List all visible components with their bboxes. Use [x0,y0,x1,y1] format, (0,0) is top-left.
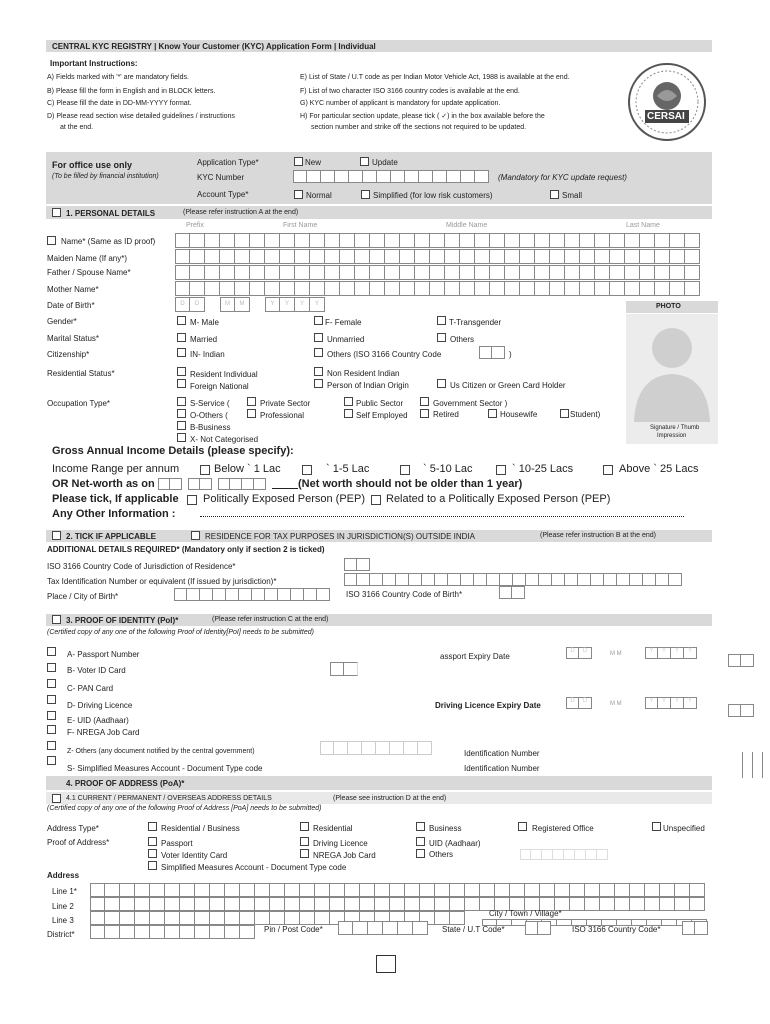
uid-label: E- UID (Aadhaar) [67,716,129,725]
sma-poi-label: S- Simplified Measures Account - Document Type code [67,764,263,773]
occupation-others-label: O-Others ( [190,411,228,420]
office-use-title: For office use only [52,160,133,170]
government-sector-label: Government Sector ) [433,399,508,408]
marital-others-checkbox[interactable] [437,333,446,342]
section3-title: 3. PROOF OF IDENTITY (PoI)* [66,616,179,625]
update-label: Update [372,158,398,167]
small-label: Small [562,191,583,200]
maiden-name-cells[interactable] [175,249,700,264]
residence-outside-india-checkbox[interactable] [191,531,200,540]
poa-voter-checkbox[interactable] [148,849,157,858]
other-info-line[interactable] [200,516,684,517]
residential-business-label: Residential / Business [161,824,240,833]
line3-label: Line 3 [52,916,74,925]
poa-uid-checkbox[interactable] [416,837,425,846]
tick-if-applicable-label: Please tick, If applicable [52,493,179,505]
section3-subtitle: (Certified copy of any one of the following Proof of Identity[PoI] needs to be submitted) [47,629,314,636]
unspecified-label: Unspecified [663,824,705,833]
income-range-label: Income Range per annum [52,463,180,475]
iso-country-cells[interactable] [682,921,708,935]
father-name-cells[interactable] [175,265,700,280]
unspecified-checkbox[interactable] [652,822,661,831]
identification-number-label: Identification Number [464,749,540,758]
occupation-type-label: Occupation Type* [47,399,111,408]
poa-voter-label: Voter Identity Card [161,851,228,860]
office-use-subtitle: (To be filled by financial institution) [52,173,159,180]
1-5-lac-label: ` 1-5 Lac [326,463,370,475]
normal-label: Normal [306,191,332,200]
passport-exp-y1: Y [645,647,658,659]
cersai-logo [627,62,707,142]
residential-business-checkbox[interactable] [148,822,157,831]
person-silhouette-icon [626,314,718,422]
dl-extra-cells[interactable] [728,704,754,717]
pan-checkbox[interactable] [47,679,56,688]
poa-passport-label: Passport [161,839,193,848]
male-checkbox[interactable] [177,316,186,325]
pin-cells[interactable] [338,921,428,935]
iso-country-label: ISO 3166 Country Code* [572,925,661,934]
dob-month-2: M [235,297,250,312]
instructions-title: Important Instructions: [50,59,138,68]
self-employed-checkbox[interactable] [344,409,353,418]
passport-expiry-label: assport Expiry Date [440,652,510,661]
dl-expiry-year-cells[interactable] [645,697,697,709]
passport-exp-d2: D [579,647,592,659]
unmarried-checkbox[interactable] [314,333,323,342]
networth-amount-line[interactable] [272,488,298,489]
foreign-national-label: Foreign National [190,382,249,391]
us-citizen-checkbox[interactable] [437,379,446,388]
instruction-e: E) List of State / U.T code as per Indian Motor Vehicle Act, 1988 is available at the end. [300,74,570,81]
passport-number-label: A- Passport Number [67,650,140,659]
networth-label: OR Net-worth as on [52,478,155,490]
professional-label: Professional [260,411,305,420]
first-name-header: First Name [283,222,318,229]
dl-expiry-cells[interactable] [566,697,592,709]
passport-exp-y2: Y [658,647,671,659]
networth-date-cells[interactable] [158,478,266,490]
married-checkbox[interactable] [177,333,186,342]
pep-checkbox[interactable] [187,495,197,505]
district-label: District* [47,930,75,939]
district-cells[interactable] [90,925,255,939]
transgender-checkbox[interactable] [437,316,446,325]
section1-checkbox[interactable] [52,208,61,217]
section4-title: 4. PROOF OF ADDRESS (PoA)* [66,779,185,788]
edge-mark-3 [762,752,763,778]
citizenship-others-label: Others (ISO 3166 Country Code [327,350,442,359]
5-10-lac-label: ` 5-10 Lac [423,463,473,475]
line1-cells[interactable] [90,883,705,897]
name-label: Name* (Same as ID proof) [61,237,156,246]
pio-label: Person of Indian Origin [327,381,409,390]
not-categorised-label: X- Not Categorised [190,435,259,444]
male-label: M- Male [190,318,219,327]
passport-expiry-cells[interactable] [566,647,592,659]
section1-note: (Please refer instruction A at the end) [183,209,299,216]
maiden-name-label: Maiden Name (If any*) [47,254,128,263]
address-type-label: Address Type* [47,824,99,833]
5-10-lac-checkbox[interactable] [400,465,410,475]
kyc-number-cells[interactable] [293,170,489,183]
signature-label: Signature / Thumb [650,425,700,431]
pio-checkbox[interactable] [314,379,323,388]
passport-checkbox[interactable] [47,647,56,656]
instruction-h: H) For particular section update, please tick ( ✓) in the box available before the [300,113,545,120]
instruction-g: G) KYC number of applicant is mandatory for update application. [300,100,501,107]
private-sector-checkbox[interactable] [247,397,256,406]
iso-birth-label: ISO 3166 Country Code of Birth* [346,590,463,599]
impression-label: Impression [657,433,687,439]
name-checkbox[interactable] [47,236,56,245]
dl-exp-y2: Y [658,697,671,709]
voter-id-cells[interactable] [330,662,358,676]
voter-id-label: B- Voter ID Card [67,666,126,675]
line2-label: Line 2 [52,902,74,911]
residential-label: Residential [313,824,353,833]
kyc-note: (Mandatory for KYC update request) [498,173,627,182]
father-name-label: Father / Spouse Name* [47,268,131,277]
page-footer-box[interactable] [376,955,396,973]
mother-name-label: Mother Name* [47,285,99,294]
update-checkbox[interactable] [360,157,369,166]
driving-licence-label: D- Driving Licence [67,701,133,710]
below-1-lac-checkbox[interactable] [200,465,210,475]
edge-mark-1 [742,752,743,778]
dl-exp-d1: D [566,697,579,709]
dob-day-2: D [190,297,205,312]
section3-checkbox[interactable] [52,615,61,624]
married-label: Married [190,335,218,344]
dl-exp-y3: Y [671,697,684,709]
line2-cells[interactable] [90,897,705,911]
transgender-label: T-Transgender [449,318,502,327]
iso-birth-cells[interactable] [499,586,525,599]
section2-note: (Please refer instruction B at the end) [540,532,656,539]
section41-note: (Please see instruction D at the end) [333,795,447,802]
residence-outside-india-label: RESIDENCE FOR TAX PURPOSES IN JURISDICTION(S) OUTSIDE INDIA [205,532,475,541]
small-checkbox[interactable] [550,190,559,199]
instruction-b: B) Please fill the form in English and in BLOCK letters. [47,88,216,95]
business-label: B-Business [190,423,231,432]
driving-licence-checkbox[interactable] [47,695,56,704]
iso-jurisdiction-cells[interactable] [344,558,370,571]
dob-day-1: D [175,297,190,312]
residential-checkbox[interactable] [300,822,309,831]
female-checkbox[interactable] [314,316,323,325]
proof-of-address-label: Proof of Address* [47,838,110,847]
housewife-label: Housewife [500,410,538,419]
poa-others-label: Others [429,850,454,859]
poa-nrega-checkbox[interactable] [300,849,309,858]
section41-title: 4.1 CURRENT / PERMANENT / OVERSEAS ADDRESS DETAILS [66,795,272,802]
section4-subtitle: (Certified copy of any one of the following Proof of Address [PoA] needs to be submitted) [47,805,322,812]
section2-checkbox[interactable] [52,531,61,540]
line1-label: Line 1* [52,887,77,896]
uid-checkbox[interactable] [47,711,56,720]
service-label: S-Service ( [190,399,230,408]
poa-dl-checkbox[interactable] [300,837,309,846]
name-cells[interactable] [175,233,700,248]
poa-sma-checkbox[interactable] [148,861,157,870]
passport-exp-month: M M [610,651,622,657]
photo-label: PHOTO [656,303,681,310]
related-pep-label: Related to a Politically Exposed Person (PEP) [386,493,611,505]
10-25-lacs-label: ` 10-25 Lacs [512,463,574,475]
tin-label: Tax Identification Number or equivalent (If issued by jurisdiction)* [47,577,277,586]
passport-expiry-year-cells[interactable] [645,647,697,659]
private-sector-label: Private Sector [260,399,311,408]
account-type-label: Account Type* [197,190,249,199]
dob-cells[interactable] [175,297,325,312]
poa-dl-label: Driving Licence [313,839,368,848]
application-type-label: Application Type* [197,158,259,167]
sma-poi-checkbox[interactable] [47,756,56,765]
others-poi-checkbox[interactable] [47,741,56,750]
below-1-lac-label: Below ` 1 Lac [214,463,281,475]
poa-sma-label: Simplified Measures Account - Document Type code [161,863,347,872]
identification-number-2-label: Identification Number [464,764,540,773]
instruction-c: C) Please fill the date in DD-MM-YYYY format. [47,100,192,107]
poa-passport-checkbox[interactable] [148,837,157,846]
dl-exp-month: M M [610,701,622,707]
female-label: F- Female [325,318,362,327]
middle-name-header: Middle Name [446,222,488,229]
poa-uid-label: UID (Aadhaar) [429,839,481,848]
dob-year-3: Y [295,297,310,312]
new-label: New [305,158,322,167]
poa-others-checkbox[interactable] [416,849,425,858]
instruction-d: D) Please read section wise detailed guidelines / instructions [47,113,235,120]
section1-title: 1. PERSONAL DETAILS [66,209,156,218]
dob-month-1: M [220,297,235,312]
address-business-label: Business [429,824,462,833]
normal-checkbox[interactable] [294,190,303,199]
city-label: City / Town / Village* [489,909,562,918]
nrega-checkbox[interactable] [47,725,56,734]
dl-exp-y4: Y [684,697,697,709]
occupation-others-checkbox[interactable] [177,409,186,418]
us-citizen-label: Us Citizen or Green Card Holder [450,381,566,390]
business-checkbox[interactable] [177,421,186,430]
prefix-header: Prefix [186,222,204,229]
section41-checkbox[interactable] [52,794,61,803]
pep-label: Politically Exposed Person (PEP) [203,493,366,505]
passport-exp-d1: D [566,647,579,659]
dl-exp-d2: D [579,697,592,709]
1-5-lac-checkbox[interactable] [302,465,312,475]
public-sector-label: Public Sector [356,399,404,408]
others-poi-label: Z- Others (any document notified by the central government) [67,748,255,755]
nrega-label: F- NREGA Job Card [67,728,140,737]
new-checkbox[interactable] [294,157,303,166]
dob-year-2: Y [280,297,295,312]
10-25-lacs-checkbox[interactable] [496,465,506,475]
instruction-h-cont: section number and strike off the sections not required to be updated. [311,124,527,131]
gender-label: Gender* [47,317,77,326]
passport-exp-y3: Y [671,647,684,659]
nri-label: Non Resident Indian [327,369,400,378]
address-title: Address [47,871,80,880]
dl-exp-y1: Y [645,697,658,709]
passport-exp-y4: Y [684,647,697,659]
iso-jurisdiction-label: ISO 3166 Country Code of Jurisdiction of Residence* [47,562,236,571]
above-25-lacs-checkbox[interactable] [603,465,613,475]
section3-note: (Please refer instruction C at the end) [212,616,329,623]
pin-label: Pin / Post Code* [264,925,323,934]
residential-status-label: Residential Status* [47,369,115,378]
citizenship-label: Citizenship* [47,350,90,359]
tin-cells[interactable] [344,573,682,586]
form-title: CENTRAL KYC REGISTRY | Know Your Customer (KYC) Application Form | Individual [52,42,376,51]
voter-id-checkbox[interactable] [47,663,56,672]
income-title: Gross Annual Income Details (please specify): [52,445,294,457]
poa-nrega-label: NREGA Job Card [313,851,376,860]
indian-checkbox[interactable] [177,348,186,357]
passport-extra-cells[interactable] [728,654,754,667]
resident-label: Resident Individual [190,370,258,379]
other-info-label: Any Other Information : [52,508,176,520]
instruction-f: F) List of two character ISO 3166 country codes is available at the end. [300,88,520,95]
dob-year-1: Y [265,297,280,312]
marital-status-label: Marital Status* [47,334,100,343]
service-checkbox[interactable] [177,397,186,406]
registered-office-label: Registered Office [532,824,594,833]
related-pep-checkbox[interactable] [371,495,381,505]
housewife-checkbox[interactable] [488,409,497,418]
additional-details-title: ADDITIONAL DETAILS REQUIRED* (Mandatory only if section 2 is ticked) [47,545,325,554]
resident-checkbox[interactable] [177,367,186,376]
instruction-d-cont: at the end. [60,124,94,131]
pan-label: C- PAN Card [67,684,114,693]
state-code-cells[interactable] [525,921,551,935]
citizenship-others-checkbox[interactable] [314,348,323,357]
public-sector-checkbox[interactable] [344,397,353,406]
kyc-number-label: KYC Number [197,173,245,182]
state-code-label: State / U.T Code* [442,925,505,934]
citizenship-iso-cells[interactable] [479,346,505,359]
simplified-checkbox[interactable] [361,190,370,199]
above-25-lacs-label: Above ` 25 Lacs [619,463,699,475]
place-of-birth-label: Place / City of Birth* [47,592,119,601]
dob-year-4: Y [310,297,325,312]
last-name-header: Last Name [626,222,660,229]
marital-others-label: Others [450,335,475,344]
place-of-birth-cells[interactable] [174,588,330,601]
professional-checkbox[interactable] [247,409,256,418]
citizenship-close-paren: ) [509,350,512,359]
unmarried-label: Unmarried [327,335,365,344]
mother-name-cells[interactable] [175,281,700,296]
nri-checkbox[interactable] [314,367,323,376]
instruction-a: A) Fields marked with '*' are mandatory fields. [47,74,189,81]
section2-title: 2. TICK IF APPLICABLE [66,532,156,541]
registered-office-checkbox[interactable] [518,822,527,831]
edge-mark-2 [752,752,753,778]
simplified-label: Simplified (for low risk customers) [373,191,493,200]
not-categorised-checkbox[interactable] [177,433,186,442]
foreign-national-checkbox[interactable] [177,379,186,388]
dob-label: Date of Birth* [47,301,95,310]
logo-text: CERSAI [647,111,685,122]
student-label: Student) [570,410,601,419]
self-employed-label: Self Employed [356,411,408,420]
dl-expiry-label: Driving Licence Expiry Date [435,701,541,710]
networth-note: (Net worth should not be older than 1 year) [298,478,523,490]
poa-others-cells[interactable] [520,849,608,860]
retired-checkbox[interactable] [420,409,429,418]
indian-label: IN- Indian [190,350,225,359]
address-business-checkbox[interactable] [416,822,425,831]
retired-label: Retired [433,410,459,419]
student-checkbox[interactable] [560,409,569,418]
government-sector-checkbox[interactable] [420,397,429,406]
others-poi-id-cells[interactable] [320,741,432,755]
